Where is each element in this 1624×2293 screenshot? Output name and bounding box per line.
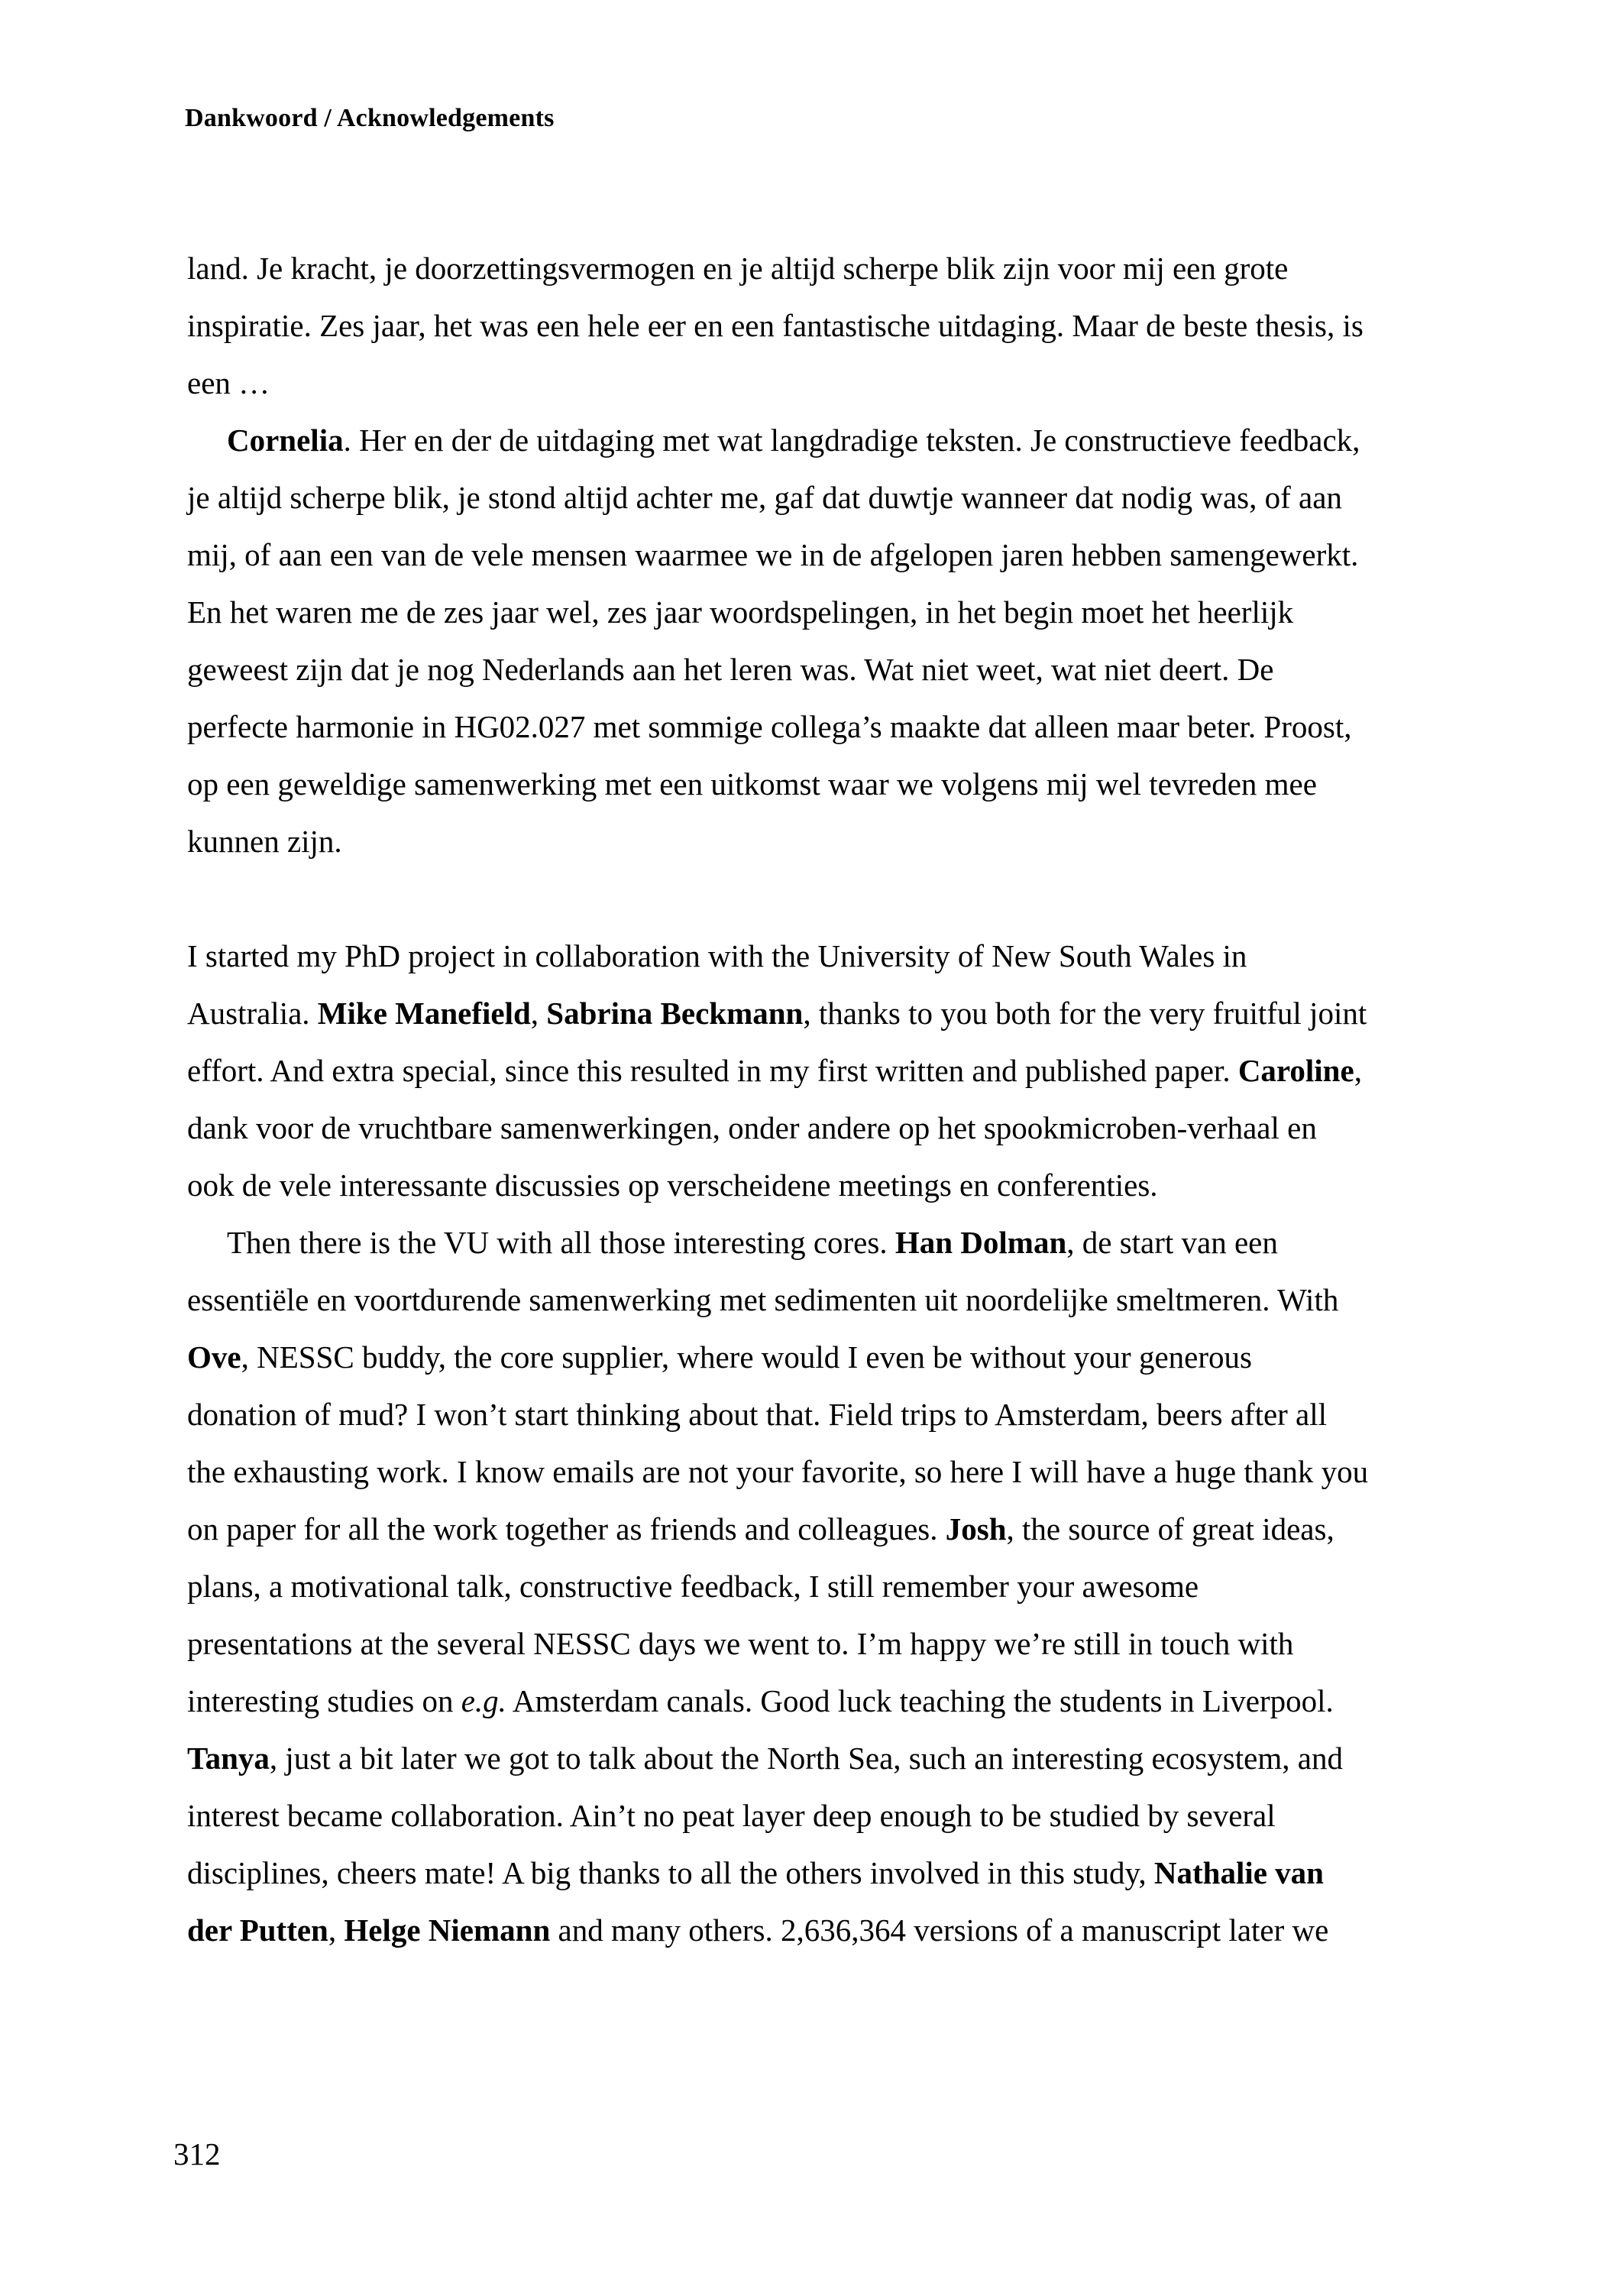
text-line	[187, 469, 1470, 526]
text-line	[187, 1042, 1470, 1100]
plain-text: effort. And extra special, since this resulted in my first written and published paper.	[187, 1053, 1238, 1088]
text-line	[187, 1329, 1470, 1386]
text-line	[187, 412, 1470, 469]
text-line	[187, 985, 1470, 1042]
plain-text: mij, of aan een van de vele mensen waarmee we in de afgelopen jaren hebben samengewerkt.	[187, 537, 1359, 572]
text-line	[187, 526, 1470, 584]
plain-text: , just a bit later we got to talk about the North Sea, such an interesting ecosystem, and	[269, 1741, 1343, 1776]
plain-text: ook de vele interessante discussies op verscheidene meetings en conferenties.	[187, 1168, 1158, 1203]
text-line	[187, 1271, 1470, 1329]
bold-text: Tanya	[187, 1741, 270, 1776]
plain-text: op een geweldige samenwerking met een uitkomst waar we volgens mij wel tevreden mee	[187, 766, 1317, 802]
text-line	[187, 355, 1470, 412]
text-line	[187, 1902, 1470, 1959]
bold-text: Josh	[945, 1511, 1007, 1546]
plain-text: dank voor de vruchtbare samenwerkingen, onder andere op het spookmicroben-verhaal en	[187, 1110, 1317, 1145]
plain-text: presentations at the several NESSC days we went to. I’m happy we’re still in touch with	[187, 1626, 1294, 1661]
plain-text: essentiële en voortdurende samenwerking met sedimenten uit noordelijke smeltmeren. With	[187, 1282, 1339, 1317]
plain-text: Australia.	[187, 996, 318, 1031]
plain-text: , NESSC buddy, the core supplier, where would I even be without your generous	[241, 1339, 1252, 1375]
page-number: 312	[173, 2136, 221, 2172]
plain-text: een …	[187, 365, 270, 400]
bold-text: Cornelia	[227, 423, 344, 458]
body-text	[187, 240, 1470, 1959]
text-line	[187, 297, 1470, 355]
plain-text: . Her en der de uitdaging met wat langdradige teksten. Je constructieve feedback,	[343, 423, 1360, 458]
text-line	[187, 1844, 1470, 1902]
plain-text: Amsterdam canals. Good luck teaching the students in Liverpool.	[506, 1683, 1334, 1718]
plain-text: Then there is the VU with all those interesting cores.	[227, 1225, 895, 1260]
bold-text: Helge Niemann	[344, 1912, 551, 1948]
text-line	[187, 813, 1470, 870]
plain-text: perfecte harmonie in HG02.027 met sommige collega’s maakte dat alleen maar beter. Proost,	[187, 709, 1352, 744]
paragraph	[187, 240, 1470, 412]
italic-text: e.g.	[461, 1683, 506, 1718]
text-line	[187, 1157, 1470, 1214]
plain-text: disciplines, cheers mate! A big thanks to all the others involved in this study,	[187, 1855, 1154, 1890]
plain-text: the exhausting work. I know emails are not your favorite, so here I will have a huge thank you	[187, 1454, 1369, 1489]
plain-text: inspiratie. Zes jaar, het was een hele eer en een fantastische uitdaging. Maar de beste thesis, is	[187, 308, 1364, 343]
bold-text: Ove	[187, 1339, 241, 1375]
plain-text: interesting studies on	[187, 1683, 461, 1718]
plain-text: I started my PhD project in collaboration with the University of New South Wales in	[187, 938, 1247, 973]
text-line	[187, 1787, 1470, 1844]
plain-text: and many others. 2,636,364 versions of a manuscript later we	[550, 1912, 1329, 1948]
plain-text: , de start van een	[1066, 1225, 1278, 1260]
bold-text: Sabrina Beckmann	[546, 996, 804, 1031]
plain-text: , the source of great ideas,	[1006, 1511, 1334, 1546]
plain-text: donation of mud? I won’t start thinking about that. Field trips to Amsterdam, beers after all	[187, 1397, 1328, 1432]
bold-text: Han Dolman	[894, 1225, 1067, 1260]
plain-text: , thanks to you both for the very fruitful joint	[803, 996, 1367, 1031]
plain-text: je altijd scherpe blik, je stond altijd achter me, gaf dat duwtje wanneer dat nodig was, of aan	[187, 480, 1342, 515]
text-line	[187, 584, 1470, 641]
text-line	[187, 1730, 1470, 1787]
plain-text: geweest zijn dat je nog Nederlands aan het leren was. Wat niet weet, wat niet deert. De	[187, 652, 1274, 687]
text-line	[187, 1100, 1470, 1157]
text-line	[187, 1214, 1470, 1271]
plain-text: ,	[530, 996, 547, 1031]
paragraph	[187, 928, 1470, 1214]
plain-text: plans, a motivational talk, constructive feedback, I still remember your awesome	[187, 1569, 1199, 1604]
text-line	[187, 1673, 1470, 1730]
plain-text: land. Je kracht, je doorzettingsvermogen en je altijd scherpe blik zijn voor mij een grote	[187, 251, 1289, 286]
text-line	[187, 1501, 1470, 1558]
paragraph	[187, 412, 1470, 870]
text-line	[187, 641, 1470, 698]
text-line	[187, 1443, 1470, 1501]
bold-text: Caroline	[1237, 1053, 1354, 1088]
plain-text: kunnen zijn.	[187, 824, 342, 859]
text-line	[187, 1558, 1470, 1615]
text-line	[187, 240, 1470, 297]
plain-text: on paper for all the work together as friends and colleagues.	[187, 1511, 946, 1546]
plain-text: interest became collaboration. Ain’t no peat layer deep enough to be studied by several	[187, 1798, 1276, 1833]
bold-text: Nathalie van	[1153, 1855, 1324, 1890]
bold-text: Mike Manefield	[317, 996, 531, 1031]
plain-text: En het waren me de zes jaar wel, zes jaar woordspelingen, in het begin moet het heerlijk	[187, 594, 1294, 630]
text-line	[187, 756, 1470, 813]
page-header: Dankwoord / Acknowledgements	[185, 104, 555, 132]
text-line	[187, 928, 1470, 985]
text-line	[187, 698, 1470, 756]
plain-text: ,	[1354, 1053, 1362, 1088]
text-line	[187, 1615, 1470, 1673]
paragraph	[187, 1214, 1470, 1959]
plain-text: ,	[328, 1912, 345, 1948]
bold-text: der Putten	[187, 1912, 328, 1948]
text-line	[187, 1386, 1470, 1443]
